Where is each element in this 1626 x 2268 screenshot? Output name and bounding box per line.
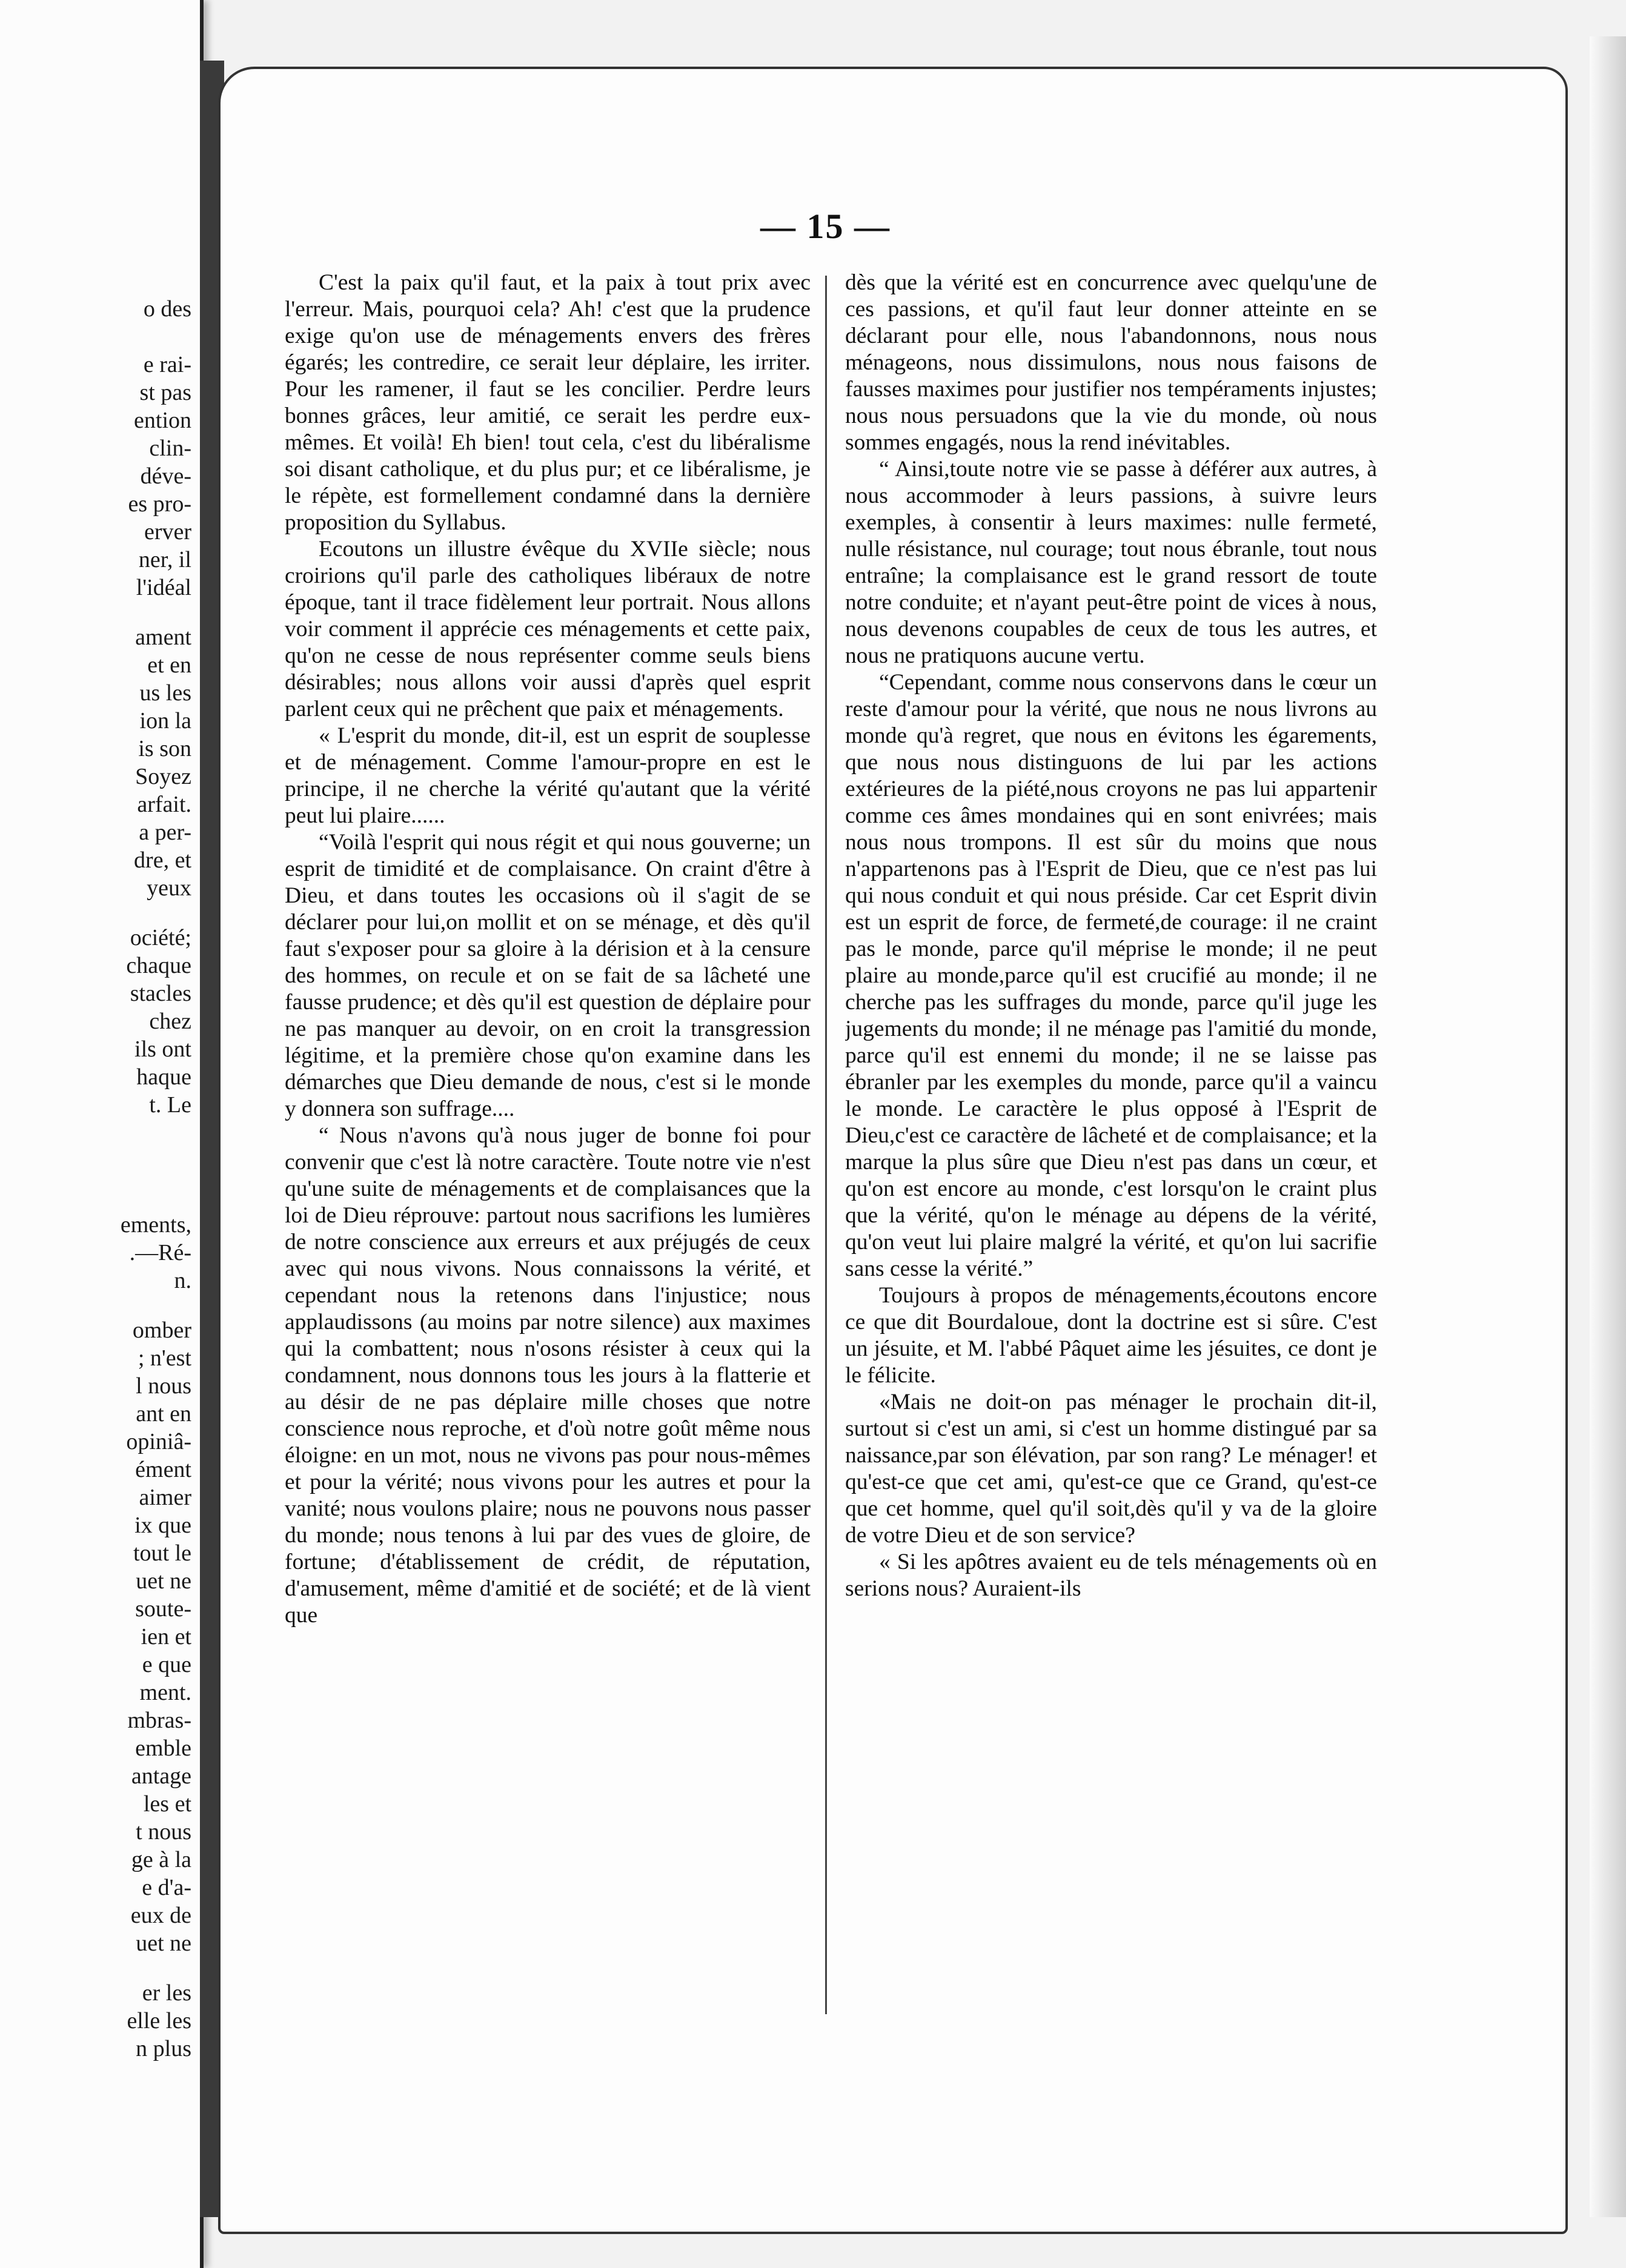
left-page-fragment: antage	[131, 1763, 191, 1789]
left-page-fragment: omber	[132, 1318, 191, 1343]
left-page-fragment: a per-	[139, 820, 191, 845]
paragraph: dès que la vérité est en concurrence avec quelqu'une de ces passions, et qu'il faut leur donner atteinte en se déclarant pour elle, nous l'abandonnons, nous nous ménageons, nous dissimulons, nous nous faisons de fausses maximes pour justifier nos tempéraments injustes; nous nous persuadons que la vie du monde, où nous sommes engagés, nous la rend inévitables.	[845, 270, 1377, 455]
paragraph: « L'esprit du monde, dit-il, est un esprit de souplesse et de ménagement. Comme l'amour-propre en est le principe, il ne cherche la vérité qu'autant que la vérité peut lui plaire......	[285, 723, 811, 828]
paragraph: «Mais ne doit-on pas ménager le prochain dit-il, surtout si c'est un ami, si c'est un homme distingué par sa naissance,par son élévation, par son rang? Le ménager! et qu'est-ce que cet ami, qu'est-ce que ce Grand, qu'est-ce que cet homme, quel qu'il soit,dès qu'il y va de la gloire de votre Dieu et de son service?	[845, 1390, 1377, 1548]
page-number: — 15 —	[760, 207, 891, 246]
left-page-fragment: ant en	[136, 1401, 191, 1427]
left-page-fragment: stacles	[130, 981, 191, 1006]
left-page-edge	[0, 0, 204, 2268]
left-page-fragment: e d'a-	[142, 1875, 191, 1900]
left-page-fragment: ien et	[141, 1624, 191, 1650]
left-page-fragment: les et	[143, 1791, 191, 1817]
left-page-fragment: clin-	[149, 436, 191, 461]
left-page-fragment: t nous	[136, 1819, 191, 1845]
paragraph: “Cependant, comme nous conservons dans le cœur un reste d'amour pour la vérité, que nous ne nous livrons au monde qu'à regret, que nous en évitons les égarements, que nous nous distinguons de lui par les actions extérieures de la piété,nous croyons ne pas lui appartenir comme ces âmes mondaines qui en sont enivrées; mais nous nous trompons. Il est sûr du moins que nous n'appartenons pas à l'Esprit de Dieu, que ce n'est pas lui qui nous conduit et qui nous préside. Car cet Esprit divin est un esprit de force, de fermeté,de courage: il ne craint pas le monde, parce qu'il méprise le monde; il ne peut plaire au monde,parce qu'il est crucifié au monde; il ne cherche pas les suffrages du monde, parce qu'il juge les jugements du monde; il ne ménage pas l'amitié du monde, parce qu'il est ennemi du monde; il ne se laisse pas ébranler par les exemples du monde, parce qu'il a vaincu le monde. Le caractère le plus opposé à l'Esprit de Dieu,c'est ce caractère de lâcheté et de complaisance; et la marque la plus sûre que Dieu n'est pas dans un cœur, et qu'on est encore au monde, c'est lorsqu'on le craint plus que la vérité, qu'on le ménage au dépens de la vérité, qu'on veut lui plaire malgré la vérité, et qu'on lui sacrifie sans cesse la vérité.”	[845, 670, 1377, 1281]
left-page-fragment: uet ne	[136, 1568, 191, 1594]
left-page-fragment: ément	[135, 1457, 191, 1482]
left-page-fragment: ociété;	[130, 925, 191, 950]
left-page-fragment: ge à la	[131, 1847, 191, 1872]
left-column	[285, 270, 811, 2199]
left-page-fragment: tout le	[133, 1540, 191, 1566]
left-page-fragment: mbras-	[127, 1708, 191, 1733]
paragraph: Toujours à propos de ménagements,écoutons encore ce que dit Bourdaloue, dont la doctrine est si sûre. C'est un jésuite, et M. l'abbé Pâquet aime les jésuites, ce dont je le félicite.	[845, 1283, 1377, 1388]
left-page-fragment: ; n'est	[138, 1345, 191, 1371]
left-page-fragment: opiniâ-	[126, 1429, 191, 1454]
left-page-fragment: ix que	[134, 1513, 191, 1538]
left-page-fragment: o des	[143, 296, 191, 322]
left-page-fragment: n plus	[136, 2036, 191, 2061]
left-page-fragment: t. Le	[149, 1092, 191, 1118]
left-page-fragment: emble	[135, 1736, 191, 1761]
left-page-fragment: haque	[136, 1064, 191, 1090]
left-page-fragment: ention	[134, 408, 191, 433]
right-column	[845, 270, 1377, 1996]
left-page-fragment: n.	[174, 1268, 191, 1293]
left-page-fragment: .—Ré-	[129, 1240, 191, 1265]
left-page-fragment: et en	[147, 652, 191, 678]
paragraph: « Si les apôtres avaient eu de tels ménagements où en serions nous? Auraient-ils	[845, 1550, 1377, 1601]
left-page-fragment: chaque	[126, 953, 191, 978]
left-page-fragment: dre, et	[134, 847, 191, 873]
left-page-fragment: ment.	[139, 1680, 191, 1705]
left-page-fragment: e rai-	[143, 352, 191, 377]
left-page-fragment: us les	[139, 680, 191, 706]
left-page-fragment: déve-	[140, 463, 191, 489]
paragraph: “ Ainsi,toute notre vie se passe à déférer aux autres, à nous accommoder à leurs passions, à suivre leurs exemples, à consentir à leurs maximes: nulle fermeté, nulle résistance, nul courage; tout nous ébranle, tout nous entraîne; la complaisance est le grand ressort de toute notre conduite; et n'ayant peut-être point de vices à nous, nous devenons coupables de ceux de tous les autres, et nous ne pratiquons aucune vertu.	[845, 457, 1377, 668]
left-page-fragment: uet ne	[136, 1931, 191, 1956]
left-page-fragment: st pas	[139, 380, 191, 405]
left-page-fragment: yeux	[147, 875, 191, 901]
left-page-fragment: ner, il	[138, 547, 191, 572]
left-page-fragment: erver	[144, 519, 191, 545]
left-page-fragment: ils ont	[134, 1036, 191, 1062]
left-page-fragment: l nous	[136, 1373, 191, 1399]
left-page-fragment: ements,	[120, 1212, 191, 1238]
left-page-fragment: soute-	[135, 1596, 191, 1622]
left-page-fragment: chez	[149, 1009, 191, 1034]
left-page-fragment: Soyez	[135, 764, 191, 789]
page-edge-shadow	[1590, 36, 1626, 2217]
left-page-fragment: e que	[142, 1652, 191, 1677]
left-page-fragment: ament	[135, 625, 191, 650]
column-divider	[825, 276, 827, 2014]
paragraph: “ Nous n'avons qu'à nous juger de bonne foi pour convenir que c'est là notre caractère. Toute notre vie n'est qu'une suite de ménagements et de complaisances que la loi de Dieu réprouve: partout nous sacrifions les lumières de notre conscience aux erreurs et aux préjugés de ceux avec qui nous vivons. Nous connaissons la vérité, et cependant nous la retenons dans l'injustice; nous applaudissons (au moins par notre silence) aux maximes qui la combattent; nous n'osons résister à ceux qui la condamnent, nous donnons tous les jours à la flatterie et au désir de ne pas déplaire mille choses que notre conscience nous reproche, et d'où notre goût même nous éloigne: en un mot, nous ne vivons pas pour nous-mêmes et pour la vérité; nous vivons pour les autres et pour la vanité; nous voulons plaire; nous ne pouvons nous passer du monde; nous tenons à lui par des vues de gloire, de fortune; d'établissement de crédit, de réputation, d'amusement, même d'amitié et de société; et de là vient que	[285, 1123, 811, 1628]
left-page-fragment: l'idéal	[136, 575, 191, 600]
left-page-fragment: aimer	[139, 1485, 191, 1510]
left-page-fragment: arfait.	[137, 792, 191, 817]
paragraph: C'est la paix qu'il faut, et la paix à tout prix avec l'erreur. Mais, pourquoi cela? Ah! c'est que la prudence exige qu'on use de ménagements envers des frères égarés; les contredire, ce serait leur déplaire, les irriter. Pour les ramener, il faut se les concilier. Perdre leurs bonnes grâces, leur amitié, ce serait les perdre eux-mêmes. Et voilà! Eh bien! tout cela, c'est du libéralisme soi disant catholique, et du plus pur; et ce libéralisme, je le répète, est formellement condamné dans la dernière proposition du Syllabus.	[285, 270, 811, 535]
left-page-fragment: eux de	[130, 1903, 191, 1928]
left-page-fragment: es pro-	[128, 491, 191, 517]
paragraph: “Voilà l'esprit qui nous régit et qui nous gouverne; un esprit de timidité et de complaisance. On craint d'être à Dieu, et dans toutes les occasions où il s'agit de se déclarer pour lui,on mollit et on se ménage, et dès qu'il faut s'exposer pour sa gloire à la dérision et à la censure des hommes, on recule et on se fait de sa lâcheté une fausse prudence; et dès qu'il est question de déplaire pour ne pas manquer au devoir, on en croit la transgression légitime, et la première chose qu'on examine dans les démarches que Dieu demande de nous, c'est si le monde y donnera son suffrage....	[285, 830, 811, 1121]
left-page-fragment: elle les	[127, 2008, 191, 2034]
paragraph: Ecoutons un illustre évêque du XVIIe siècle; nous croirions qu'il parle des catholiques libéraux de notre époque, tant il trace fidèlement leur portrait. Nous allons voir comment il apprécie ces ménagements et cette paix, qu'on ne cesse de nous représenter comme seuls biens désirables; nous allons voir aussi d'après quel esprit parlent ceux qui ne prêchent que paix et ménagements.	[285, 537, 811, 721]
left-page-fragment: ion la	[139, 708, 191, 734]
left-page-fragment: er les	[142, 1980, 191, 2006]
left-page-fragment: is son	[138, 736, 191, 761]
